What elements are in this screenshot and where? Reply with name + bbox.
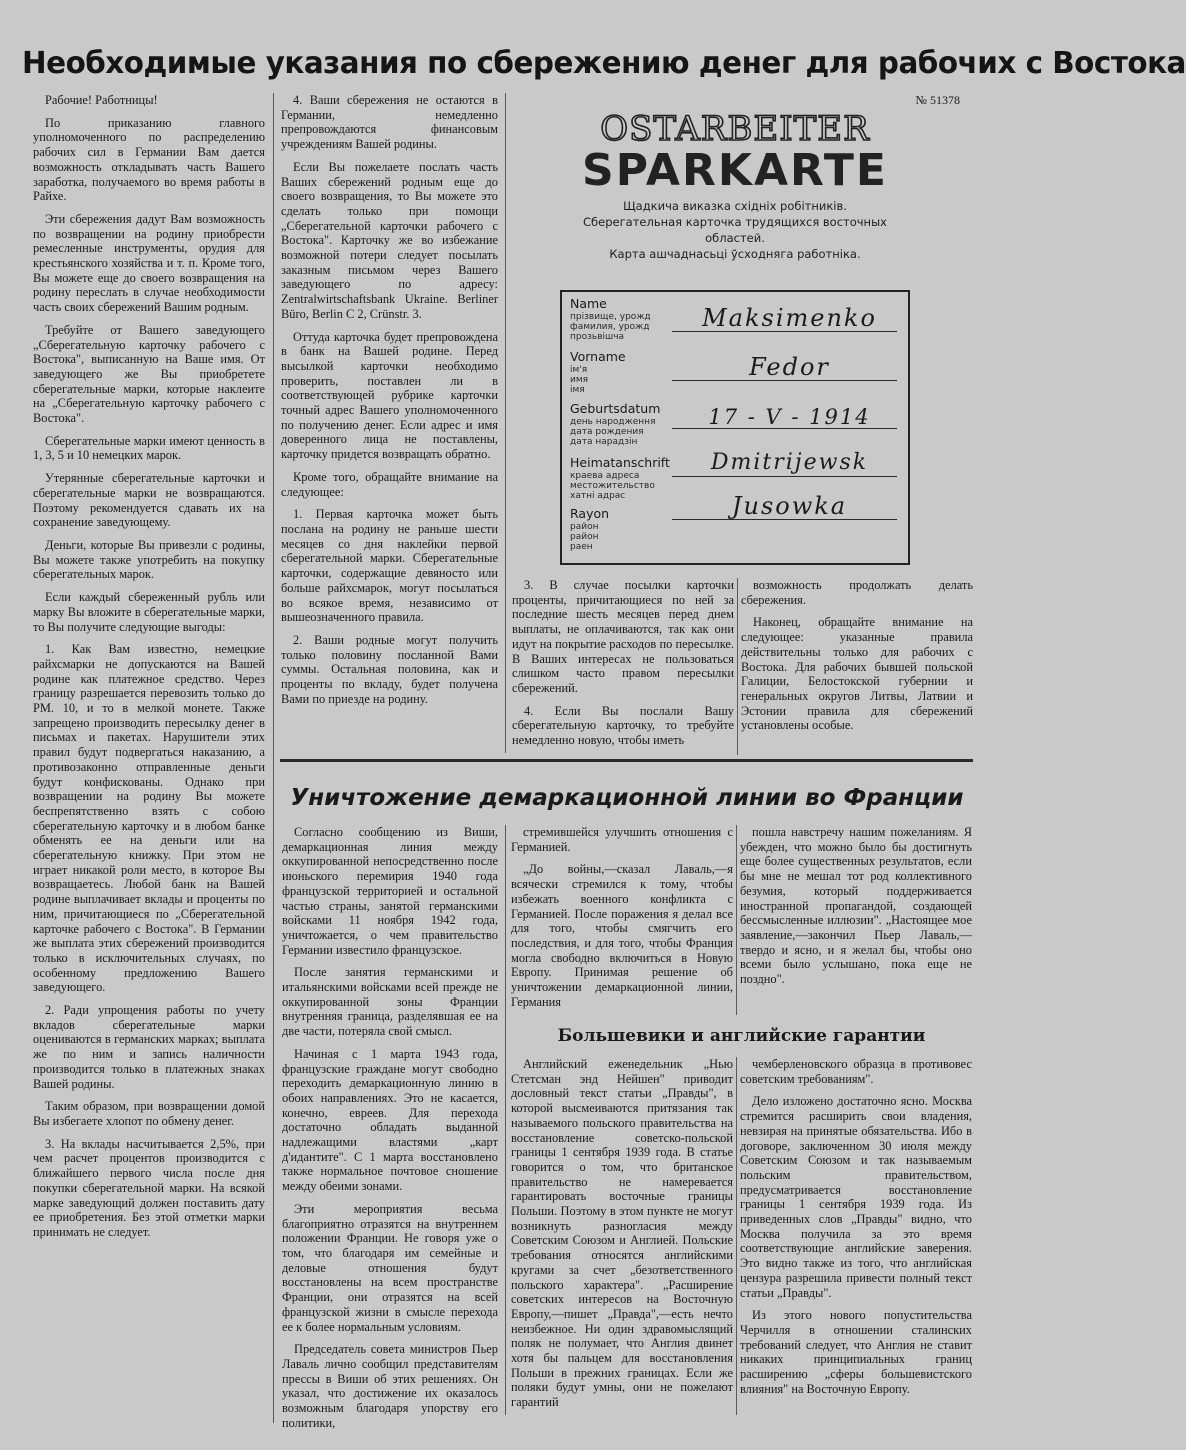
paragraph: Таким образом, при возвращении домой Вы избегаете хлопот по обмену денег.	[33, 1099, 265, 1128]
paragraph: После занятия германскими и итальянскими войсками всей прежде не оккупированной зоны Франции внутренняя граница, разделявшая ее на две части, потеряла свой смысл.	[282, 965, 498, 1039]
column-divider	[505, 93, 506, 753]
paragraph: 3. В случае посылки карточки проценты, причитающиеся по ней за последние шесть месяцев перед днем выплаты, не оплачиваются, так как они идут на покрытие расходов по пересылке. В Ваших интересах не пользоваться слишком часто правом пересылки сбережений.	[512, 578, 734, 695]
card-subtitle-belarusian: Карта ашчаднасьці ўсходняга работніка.	[609, 247, 861, 261]
field-sublabel: прозьвішча	[570, 332, 625, 342]
paragraph: Из этого нового попустительства Черчилля в отношении сталинских требований следует, что Англия не ставит никаких принципиальных границ расширению „сферы большевистского влияния" на Восточную Европу.	[740, 1308, 972, 1396]
card-title-ostarbeiter: OSTARBEITER	[600, 109, 870, 149]
card-subtitles	[555, 198, 915, 262]
field-label: Rayon	[570, 506, 610, 521]
article1-column-1	[33, 93, 265, 1425]
field-value-vorname: Fedor	[749, 353, 830, 381]
article2-column-2	[511, 825, 733, 1015]
paragraph: Деньги, которые Вы привезли с родины, Вы можете также употребить на покупку сберегательных марок.	[33, 537, 265, 582]
paragraph: Дело изложено достаточно ясно. Москва стремится расширить свои владения, невзирая на принятые обязательства. Ибо в договоре, заключенном 30 июля между Советским Союзом и так называемым польским правительством, предусматривается восстановление границы 1 сентября 1939 года. Из приведенных слов „Правды" видно, что Москва получила за это время соответствующие английские заверения. Это видно также из того, что английская цензура разрешила привести полный текст статьи „Правды".	[740, 1094, 972, 1300]
field-sublabel: імя	[570, 385, 585, 395]
card-subtitle-russian: Сберегательная карточка трудящихся восточных	[583, 215, 887, 229]
card-subtitle-ukrainian: Щадкича виказка східніх робітників.	[623, 199, 847, 213]
paragraph: Сберегательные марки имеют ценность в 1, 3, 5 и 10 немецких марок.	[33, 433, 265, 463]
field-line	[672, 380, 897, 381]
paragraph: 4. Ваши сбережения не остаются в Германии, немедленно препровождаются финансовым учреждениям Вашей родины.	[281, 93, 498, 152]
field-sublabel: дата рождения	[570, 427, 644, 437]
paragraph: Кроме того, обращайте внимание на следующее:	[281, 469, 498, 499]
paragraph: Если каждый сбереженный рубль или марку Вы вложите в сберегательные марки, то Вы получите следующие выгоды:	[33, 590, 265, 634]
article1-column-4	[741, 578, 973, 755]
article2-column-1	[282, 825, 498, 1430]
field-line	[672, 476, 897, 477]
column-divider	[737, 578, 738, 755]
paragraph: возможность продолжать делать сбережения.	[741, 578, 973, 607]
paragraph: чемберленовского образца в противовес советским требованиям".	[740, 1057, 972, 1086]
field-sublabel: дата нарадзін	[570, 437, 638, 447]
field-sublabel: фамилия, урожд	[570, 322, 650, 332]
field-sublabel: прізвище, урожд	[570, 312, 651, 322]
article3-column-1	[511, 1057, 733, 1415]
paragraph: Утерянные сберегательные карточки и сберегательные марки не возвращаются. Поэтому рекомендуется сдавать их на сохранение заведующему.	[33, 471, 265, 530]
field-sublabel: краева адреса	[570, 471, 640, 481]
page-headline: Необходимые указания по сбережению денег для рабочих с Востока	[22, 46, 1186, 81]
field-sublabel: имя	[570, 375, 589, 385]
paragraph: 3. На вклады насчитывается 2,5%, при чем расчет процентов производится с ближайшего первого числа после дня покупки сберегательной марки. На всякой марке заведующий должен поставить дату ее приобретения. Без этой отметки марки принимать не следует.	[33, 1136, 265, 1239]
card-number: № 51378	[915, 93, 960, 107]
card-title-sparkarte: SPARKARTE	[582, 145, 888, 196]
field-line	[672, 428, 897, 429]
card-subtitle-russian-2: областей.	[705, 231, 765, 245]
paragraph: Наконец, обращайте внимание на следующее: указанные правила действительны только для рабочих с Востока. Для рабочих бывшей польской Галиции, Белостокской губернии и генеральных округов Литвы, Латвии и Эстонии правила для сбережений установлены особые.	[741, 615, 973, 733]
paragraph: Рабочие! Работницы!	[45, 93, 158, 107]
field-sublabel: район	[570, 522, 599, 532]
paragraph: стремившейся улучшить отношения с Германией.	[511, 825, 733, 854]
column-divider	[736, 825, 737, 1015]
article2-title: Уничтожение демаркационной линии во Франции	[290, 785, 964, 811]
field-line	[672, 331, 897, 332]
article3-column-2	[740, 1057, 972, 1415]
paragraph: Председатель совета министров Пьер Лаваль лично сообщил представителям прессы в Виши об этих решениях. Он указал, что достижение их оказалось возможным благодаря упорству его политики,	[282, 1342, 498, 1430]
paragraph: пошла навстречу нашим пожеланиям. Я убежден, что можно было бы достигнуть еще более существенных результатов, если бы мне не мешал тот род коллективного безумия, который поддерживается иностранной пропагандой, создающей бессмысленные иллюзии". „Настоящее мое заявление,—закончил Пьер Лаваль,—твердо и ясно, и я желал бы, чтобы оно всеми было услышано, пока еще не поздно".	[740, 825, 972, 987]
paragraph: 1. Как Вам известно, немецкие райхсмарки не допускаются на Вашей родине как платежное средство. Через границу разрешается перевозить только до РМ. 10, и то в мелкой монете. Также запрещено производить пересылку денег в письмах и пакетах. Нарушители этих правил будут подвергаться наказанию, а противозаконно отправленные деньги будут конфискованы. Однако при возвращении на родину Вы можете беспрепятственно взять с собою сберегательную карточку и в любом банке обменять ее на деньги или на сберегательную книжку. При этом не играет никакой роли место, в которое Вы возвращаетесь. Любой банк на Вашей родине выплачивает вклады и проценты по ним, причитающиеся по „Сберегательной карточке рабочего с Востока". В Германии же выплата этих сбережений производится только в исключительных случаях, по особенному предложению Вашего заведующего.	[33, 642, 265, 995]
field-label: Heimatanschrift	[570, 455, 670, 470]
column-divider	[505, 825, 506, 1415]
paragraph: Английский еженедельник „Нью Стетсман энд Нейшен" приводит дословный текст статьи „Правды", в которой высмеиваются притязания так называемого польского правительства на восстановление советско-польской границы 1 сентября 1939 года. В статье говорится о том, что британское правительство не намеревается гарантировать восточные границы Польши. Поэтому в этом пункте не могут возникнуть разногласия между Советским Союзом и Англией. Польские требования относятся английскими кругами за счет „безответственного польского характера". „Расширение советских интересов на Восточную Европу,—пишет „Правда",—есть нечто неизбежное. Ни один здравомыслящий поляк не полумает, что Англия двинет хотя бы пальцем для восстановления Польши в прежних границах. Если же поляки будут умны, они не пожелают гарантий	[511, 1057, 733, 1410]
paragraph: Оттуда карточка будет препровождена в банк на Вашей родине. Перед высылкой карточки необходимо проверить, поставлен ли в соответствующей рубрике карточки точный адрес Вашего уполномоченного по получению денег. Если адрес и имя доверенного лица не поставлены, карточку придется возвращать обратно.	[281, 329, 498, 462]
field-sublabel: хатні адрас	[570, 491, 626, 501]
field-label: Geburtsdatum	[570, 401, 661, 416]
field-line	[672, 519, 897, 520]
paragraph: Если Вы пожелаете послать часть Ваших сбережений родным еще до своего возвращения, то Вы можете это сделать только при помощи „Сберегательной карточки рабочего с Востока". Карточку же во избежание возможной потери следует посылать заказным письмом через Вашего заведующего по адресу: Zentralwirtschaftsbank Ukraine. Berliner Büro, Berlin C 2, Crünstr. 3.	[281, 159, 498, 321]
paragraph: 1. Первая карточка может быть послана на родину не раньше шести месяцев со дня наклейки первой сберегательной марки. Сберегательные карточки, содержащие девяносто или больше райхсмарок, могут посылаться во всякое время, независимо от вышеозначенного правила.	[281, 507, 498, 625]
field-sublabel: день народження	[570, 417, 656, 427]
article1-column-2	[281, 93, 498, 753]
field-label: Vorname	[570, 349, 626, 364]
paragraph: 2. Ваши родные могут получить только половину посланной Вами суммы. Остальная половина, как и проценты по вкладу, будет получена Вами по приезде на родину.	[281, 632, 498, 706]
field-sublabel: раен	[570, 542, 593, 552]
paragraph: 4. Если Вы послали Вашу сберегательную карточку, то требуйте немедленно новую, чтобы иметь	[512, 703, 734, 748]
field-value-name: Maksimenko	[702, 304, 877, 332]
field-sublabel: район	[570, 532, 599, 542]
field-label: Name	[570, 296, 607, 311]
paragraph: Согласно сообщению из Виши, демаркационная линия между оккупированной непосредственно после июньского перемирия 1940 года французской территорией и остальной частью страны, занятой германскими войсками 11 ноября 1942 года, уничтожается, о чем правительство Германии известило французское.	[282, 825, 498, 957]
article2-column-3	[740, 825, 972, 1015]
paragraph: Начиная с 1 марта 1943 года, французские граждане могут свободно переходить демаркационную линию в обоих направлениях. Это не касается, конечно, евреев. Для перехода достаточно обладать выданной надлежащими властями „карт д'идантите". С 1 марта восстановлено также нормальное почтовое сношение между обеими зонами.	[282, 1046, 498, 1194]
paragraph: По приказанию главного уполномоченного по распределению рабочих сил в Германии Вам дается возможность откладывать часть Вашего заработка, получаемого во время работы в Райхе.	[33, 115, 265, 204]
field-value-geburtsdatum: 17 - V - 1914	[708, 405, 871, 429]
field-value-heimatanschrift: Dmitrijewsk	[710, 450, 869, 475]
column-divider	[736, 1057, 737, 1415]
paragraph: Требуйте от Вашего заведующего „Сберегательную карточку рабочего с Востока", выписанную на Ваше имя. От заведующего же Вы приобретете сберегательные марки, которые наклеите на „Сберегательную карточку рабочего с Востока".	[33, 322, 265, 426]
field-value-rayon: Jusowka	[731, 492, 848, 520]
field-sublabel: местожительство	[570, 481, 655, 491]
field-sublabel: ім'я	[570, 365, 588, 375]
paragraph: 2. Ради упрощения работы по учету вкладов сберегательные марки оцениваются в германских марках; выплата же по ним и запись наличности производится только в платежных знаках Вашей родины.	[33, 1003, 265, 1091]
paragraph: „До войны,—сказал Лаваль,—я всячески стремился к тому, чтобы избежать военного конфликта с Германией. После поражения я делал все для того, чтобы смягчить его последствия, и для того, чтобы Франция могла свободно включиться в Новую Европу. Принимая решение об уничтожении демаркационной линии, Германия	[511, 862, 733, 1009]
card-form	[560, 290, 910, 565]
paragraph: Эти сбережения дадут Вам возможность по возвращении на родину приобрести ремесленные инструменты, орудия для крестьянского хозяйства и т. п. Кроме того, Вы можете еще до своего возвращения на родину переслать в случае необходимости часть своих сбережений Вашим родным.	[33, 211, 265, 315]
column-divider	[273, 93, 274, 1423]
article3-title: Большевики и английские гарантии	[557, 1026, 926, 1046]
article1-column-3	[512, 578, 734, 755]
section-rule	[280, 759, 973, 762]
paragraph: Эти мероприятия весьма благоприятно отразятся на внутреннем положении Франции. Не говоря уже о том, что благодаря им семейные и деловые отношения будут восстановлены на всем пространстве Франции, они отразятся на всей французской жизни в смысле перехода ее к более нормальным условиям.	[282, 1201, 498, 1334]
